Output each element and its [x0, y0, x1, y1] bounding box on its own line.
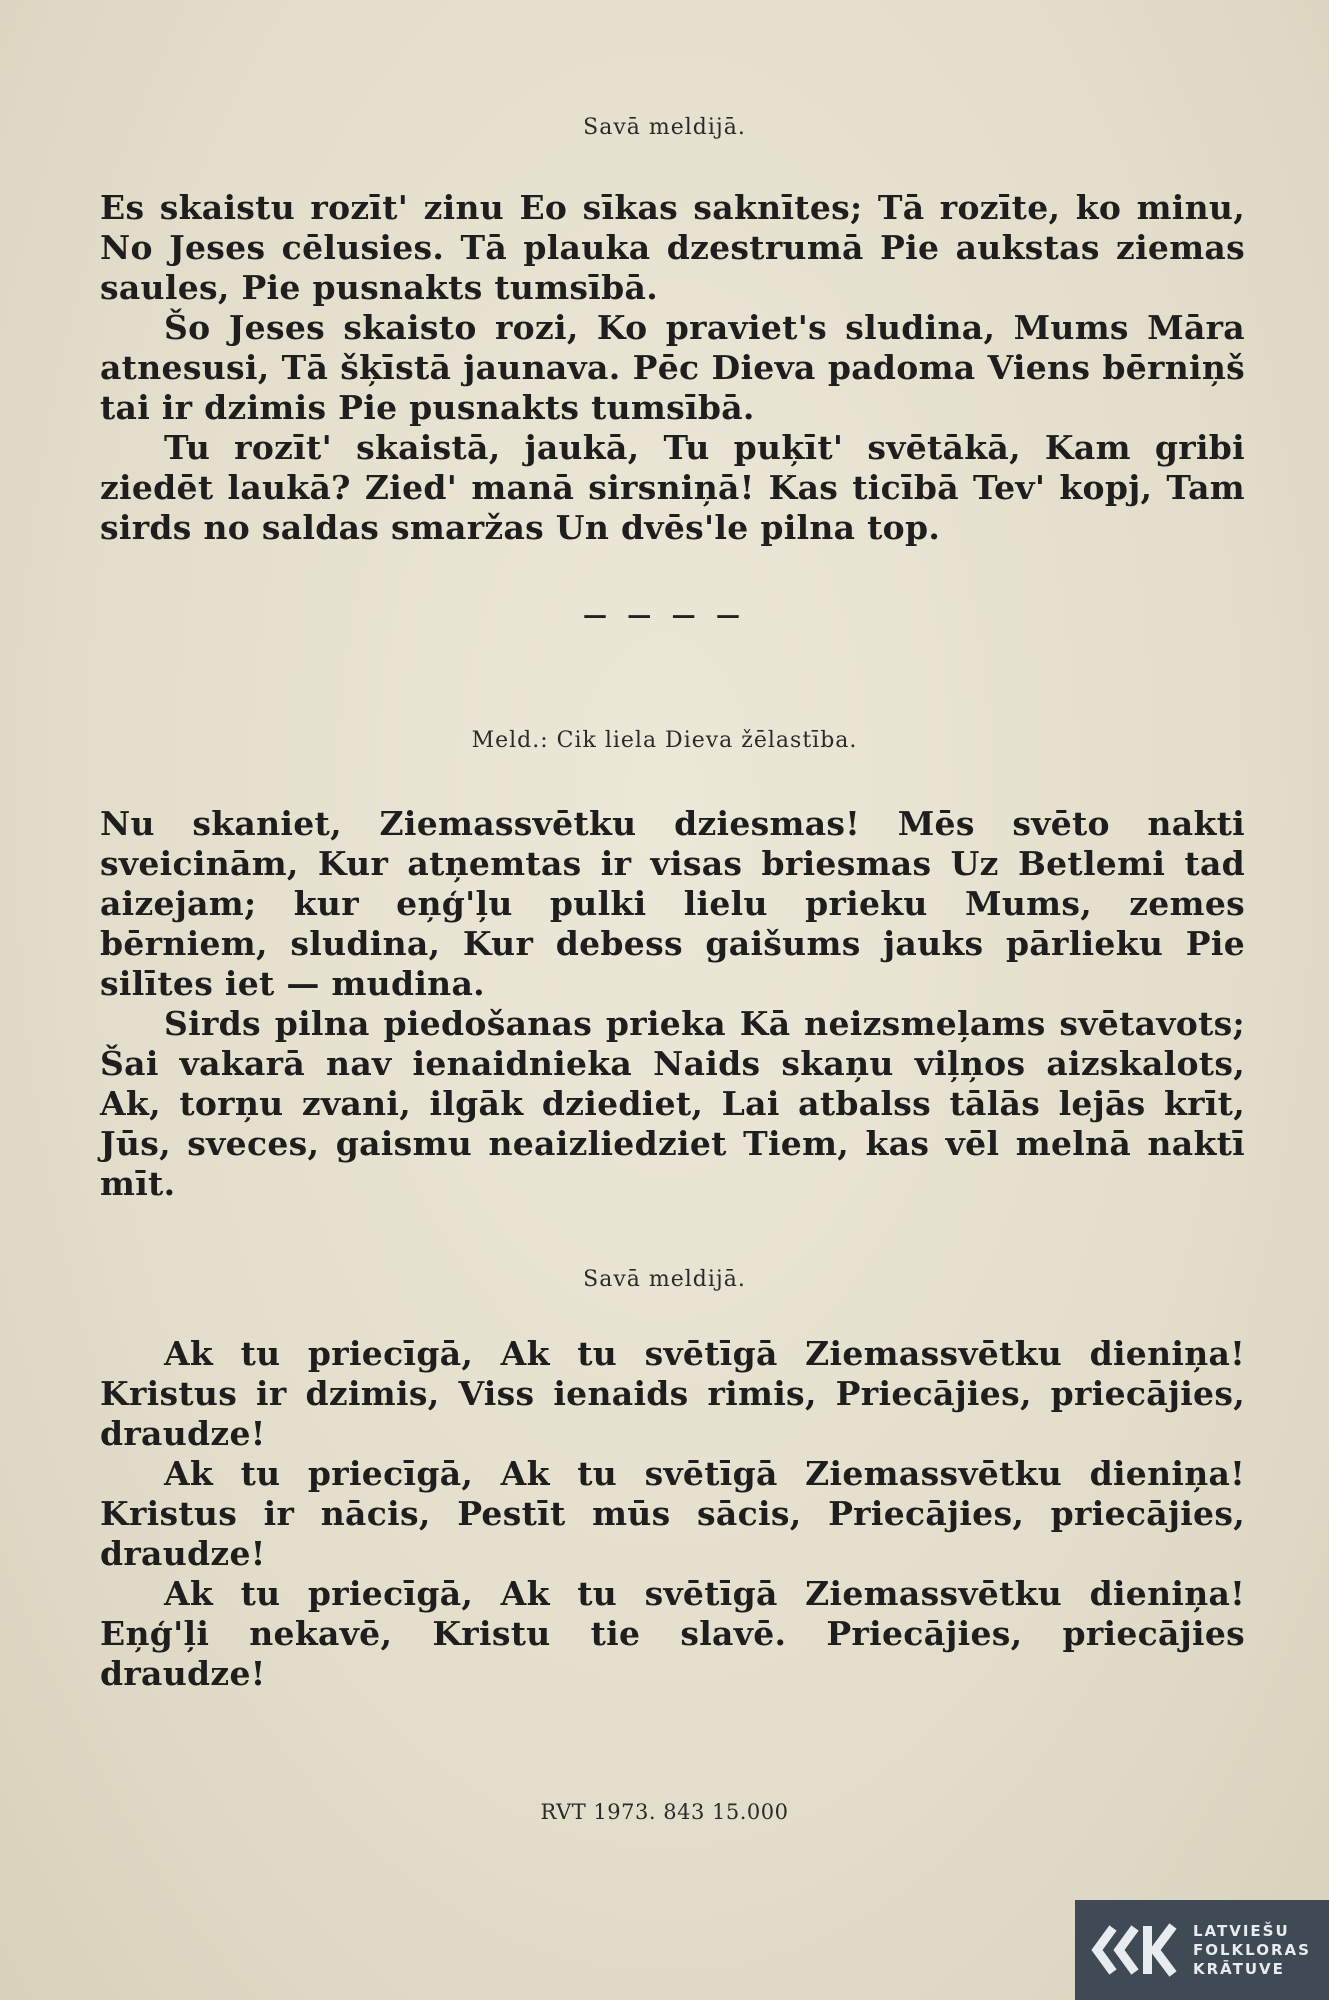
- section3-text: [100, 1334, 1245, 1694]
- section1-stanza-2: Šo Jeses skaisto rozi, Ko praviet's sludina, Mums Māra atnesusi, Tā šķīstā jaunava. Pēc Dieva padoma Viens bērniņš tai ir dzimis Pie pusnakts tumsībā.: [100, 308, 1245, 427]
- section1-stanza-1: Es skaistu rozīt' zinu Eo sīkas saknītes; Tā rozīte, ko minu, No Jeses cēlusies. Tā plauka dzestrumā Pie aukstas ziemas saules, Pie pusnakts tumsībā.: [100, 188, 1245, 307]
- section2-stanza-1: Nu skaniet, Ziemassvētku dziesmas! Mēs svēto nakti sveicinām, Kur atņemtas ir visas briesmas Uz Betlemi tad aizejam; kur eņģ'ļu pulki lielu prieku Mums, zemes bērniem, sludina, Kur debess gaišums jauks pārlieku Pie silītes iet — mudina.: [100, 804, 1245, 1003]
- archive-logo: [1075, 1900, 1329, 2000]
- logo-line-1: LATVIEŠU: [1193, 1921, 1290, 1940]
- section1-text: [100, 188, 1245, 548]
- print-footer: RVT 1973. 843 15.000: [540, 1800, 789, 1824]
- section2-heading: Meld.: Cik liela Dieva žēlastība.: [471, 728, 858, 753]
- lfk-logo-icon: [1075, 1900, 1185, 2000]
- section3-stanza-2: Ak tu priecīgā, Ak tu svētīgā Ziemassvētku dieniņa! Kristus ir nācis, Pestīt mūs sācis, Priecājies, priecājies, draudze!: [100, 1454, 1245, 1573]
- section3-stanza-1: Ak tu priecīgā, Ak tu svētīgā Ziemassvētku dieniņa! Kristus ir dzimis, Viss ienaids rimis, Priecājies, priecājies, draudze!: [100, 1334, 1245, 1453]
- section2-stanza-2: Sirds pilna piedošanas prieka Kā neizsmeļams svētavots; Šai vakarā nav ienaidnieka Naids skaņu viļņos aizskalots, Ak, torņu zvani, ilgāk dziediet, Lai atbalss tālās lejās krīt, Jūs, sveces, gaismu neaizliedziet Tiem, kas vēl melnā naktī mīt.: [100, 1004, 1245, 1203]
- section-separator: — — — —: [582, 600, 747, 629]
- logo-line-3: KRĀTUVE: [1193, 1959, 1285, 1978]
- section1-heading: Savā meldijā.: [583, 115, 746, 140]
- section1-stanza-3: Tu rozīt' skaistā, jaukā, Tu puķīt' svētākā, Kam gribi ziedēt laukā? Zied' manā sirsniņā! Kas ticībā Tev' kopj, Tam sirds no saldas smaržas Un dvēs'le pilna top.: [100, 428, 1245, 547]
- logo-line-2: FOLKLORAS: [1193, 1940, 1311, 1959]
- logo-text: [1185, 1922, 1311, 1979]
- section3-stanza-3: Ak tu priecīgā, Ak tu svētīgā Ziemassvētku dieniņa! Eņģ'ļi nekavē, Kristu tie slavē. Priecājies, priecājies draudze!: [100, 1574, 1245, 1693]
- section2-text: [100, 804, 1245, 1204]
- section3-heading: Savā meldijā.: [583, 1267, 746, 1292]
